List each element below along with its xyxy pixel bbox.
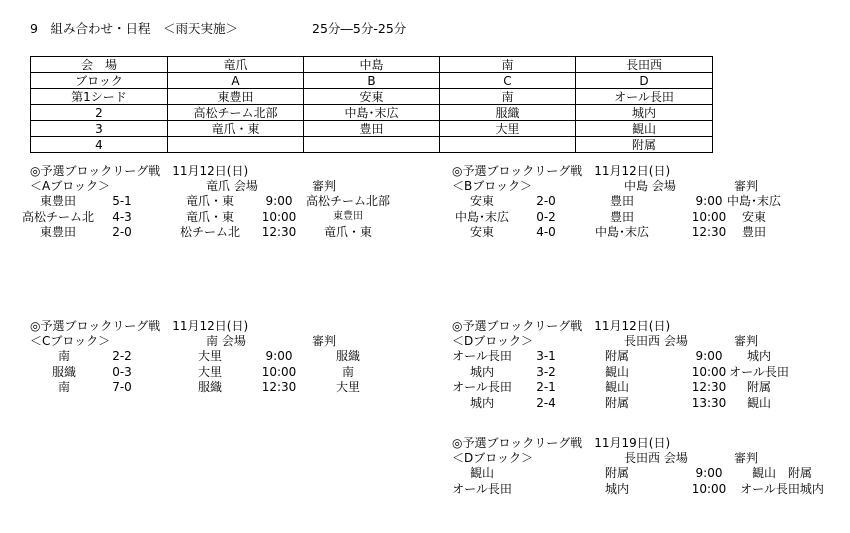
match-referee: 附属 [746, 380, 772, 394]
match-referee: オール長田城内 [740, 481, 824, 496]
match-score: 0-3 [112, 364, 132, 379]
venue-label: 中島 会場 [624, 179, 676, 193]
bracket-cell: 3 [31, 121, 168, 137]
match-referee: 安東 [741, 209, 767, 224]
match-time: 10:00 [691, 209, 727, 224]
match-score: 4-0 [536, 225, 556, 239]
bracket-cell: 会 場 [31, 57, 168, 73]
match-referee: 南 [341, 364, 355, 379]
bracket-cell [168, 137, 304, 153]
match-row [452, 380, 850, 394]
bracket-cell: 長田西 [576, 57, 713, 73]
team-away: 松チーム北 [179, 225, 241, 239]
team-away: 服織 [197, 380, 223, 394]
block-label: ＜Dブロック＞ [452, 334, 534, 348]
match-time: 10:00 [691, 481, 727, 496]
team-home: オール長田 [452, 481, 512, 496]
team-home: 服織 [51, 364, 77, 379]
team-away: 附属 [604, 395, 630, 410]
bracket-row [31, 105, 713, 121]
team-home: 安東 [469, 194, 495, 208]
bracket-cell: 中島･末広 [304, 105, 440, 121]
match-score: 2-0 [112, 225, 132, 239]
match-time: 9:00 [265, 349, 293, 363]
match-time: 12:30 [691, 225, 727, 239]
team-away: 観山 [604, 380, 630, 394]
bracket-cell [440, 137, 576, 153]
team-away: 中島･末広 [594, 225, 650, 239]
match-referee: 観山 附属 [751, 466, 813, 480]
match-referee: 中島･末広 [726, 194, 782, 208]
bracket-cell: 南 [440, 57, 576, 73]
match-row [452, 482, 850, 496]
bracket-cell: オール長田 [576, 89, 713, 105]
match-referee: 高松チーム北部 [305, 194, 391, 208]
referee-header: 審判 [734, 451, 759, 465]
team-home: 南 [57, 349, 71, 363]
match-time: 10:00 [261, 364, 297, 379]
match-row [452, 349, 850, 363]
match-score: 2-4 [536, 395, 556, 410]
team-away: 竜爪・東 [185, 209, 235, 224]
match-time: 12:30 [261, 380, 297, 394]
team-away: 附属 [604, 349, 630, 363]
team-away: 豊田 [609, 194, 635, 208]
match-score: 3-2 [536, 364, 556, 379]
match-score: 0-2 [536, 209, 556, 224]
venue-label: 長田西 会場 [624, 334, 688, 348]
match-time: 9:00 [265, 194, 293, 208]
block-label: ＜Bブロック＞ [452, 179, 532, 193]
block-heading: ◎予選ブロックリーグ戦 11月12日(日) [30, 319, 249, 333]
team-home: 中島･末広 [454, 209, 510, 224]
match-score: 2-0 [536, 194, 556, 208]
bracket-cell: C [440, 73, 576, 89]
match-score: 4-3 [112, 209, 132, 224]
match-score: 2-2 [112, 349, 132, 363]
page-title [30, 21, 407, 36]
bracket-cell: 大里 [440, 121, 576, 137]
bracket-cell: 中島 [304, 57, 440, 73]
match-row [452, 365, 850, 379]
referee-header: 審判 [312, 179, 337, 193]
team-home: 観山 [469, 466, 495, 480]
team-home: 東豊田 [39, 225, 77, 239]
bracket-cell: 南 [440, 89, 576, 105]
block-label: ＜Aブロック＞ [30, 179, 110, 193]
match-time: 12:30 [691, 380, 727, 394]
match-score: 5-1 [112, 194, 132, 208]
bracket-cell: ブロック [31, 73, 168, 89]
match-time: 13:30 [691, 395, 727, 410]
venue-label: 長田西 会場 [624, 451, 688, 465]
match-referee: 竜爪・東 [323, 225, 373, 239]
match-row [30, 349, 450, 363]
team-home: 東豊田 [39, 194, 77, 208]
match-row [452, 396, 850, 410]
match-referee: オール長田 [729, 364, 789, 379]
team-away: 附属 [604, 466, 630, 480]
match-referee: 大里 [335, 380, 361, 394]
bracket-cell: 東豊田 [168, 89, 304, 105]
match-time: 10:00 [261, 209, 297, 224]
match-row [30, 380, 450, 394]
match-row [30, 225, 450, 239]
title-main: 9 組み合わせ・日程 ＜雨天実施＞ [30, 21, 238, 36]
venue-label: 竜爪 会場 [206, 179, 258, 193]
match-score: 7-0 [112, 380, 132, 394]
bracket-row [31, 89, 713, 105]
block-heading: ◎予選ブロックリーグ戦 11月19日(日) [452, 436, 671, 450]
referee-header: 審判 [312, 334, 337, 348]
match-row [452, 466, 850, 480]
team-away: 竜爪・東 [185, 194, 235, 208]
team-home: 高松チーム北 [21, 209, 95, 224]
bracket-row [31, 137, 713, 153]
block-heading: ◎予選ブロックリーグ戦 11月12日(日) [452, 319, 671, 333]
match-referee: 豊田 [741, 225, 767, 239]
match-time: 9:00 [695, 349, 723, 363]
bracket-cell: 高松チーム北部 [168, 105, 304, 121]
match-time: 9:00 [695, 194, 723, 208]
bracket-cell: 安東 [304, 89, 440, 105]
team-away: 大里 [197, 364, 223, 379]
bracket-cell: 第1シード [31, 89, 168, 105]
team-home: オール長田 [452, 349, 512, 363]
team-away: 豊田 [609, 209, 635, 224]
match-time: 10:00 [691, 364, 727, 379]
bracket-row [31, 121, 713, 137]
bracket-cell: 観山 [576, 121, 713, 137]
team-home: 城内 [469, 364, 495, 379]
block-label: ＜Dブロック＞ [452, 451, 534, 465]
team-home: オール長田 [452, 380, 512, 394]
bracket-cell: 豊田 [304, 121, 440, 137]
match-time: 9:00 [695, 466, 723, 480]
bracket-table [30, 56, 713, 153]
team-away: 大里 [197, 349, 223, 363]
team-away: 観山 [604, 364, 630, 379]
team-home: 南 [57, 380, 71, 394]
match-row [452, 225, 850, 239]
bracket-row [31, 73, 713, 89]
match-row [30, 194, 450, 208]
match-time: 12:30 [261, 225, 297, 239]
bracket-cell: 竜爪・東 [168, 121, 304, 137]
team-home: 城内 [469, 395, 495, 410]
block-label: ＜Cブロック＞ [30, 334, 111, 348]
match-referee: 東豊田 [333, 210, 363, 222]
referee-header: 審判 [734, 334, 759, 348]
match-referee: 観山 [746, 395, 772, 410]
team-away: 城内 [604, 481, 630, 496]
bracket-cell: B [304, 73, 440, 89]
match-row [30, 365, 450, 379]
bracket-cell: 城内 [576, 105, 713, 121]
bracket-cell: D [576, 73, 713, 89]
bracket-row [31, 57, 713, 73]
block-heading: ◎予選ブロックリーグ戦 11月12日(日) [30, 164, 249, 178]
bracket-cell [304, 137, 440, 153]
referee-header: 審判 [734, 179, 759, 193]
bracket-cell: 4 [31, 137, 168, 153]
title-timing: 25分―5分‐25分 [312, 21, 407, 36]
match-row [21, 209, 450, 224]
match-row [452, 210, 850, 224]
bracket-cell: 竜爪 [168, 57, 304, 73]
match-referee: 服織 [335, 349, 361, 363]
match-score: 2-1 [536, 380, 556, 394]
match-referee: 城内 [746, 349, 772, 363]
block-heading: ◎予選ブロックリーグ戦 11月12日(日) [452, 164, 671, 178]
bracket-cell: 附属 [576, 137, 713, 153]
bracket-cell: 服織 [440, 105, 576, 121]
bracket-cell: A [168, 73, 304, 89]
match-row [452, 194, 850, 208]
bracket-cell: 2 [31, 105, 168, 121]
team-home: 安東 [469, 225, 495, 239]
match-score: 3-1 [536, 349, 556, 363]
venue-label: 南 会場 [206, 334, 246, 348]
